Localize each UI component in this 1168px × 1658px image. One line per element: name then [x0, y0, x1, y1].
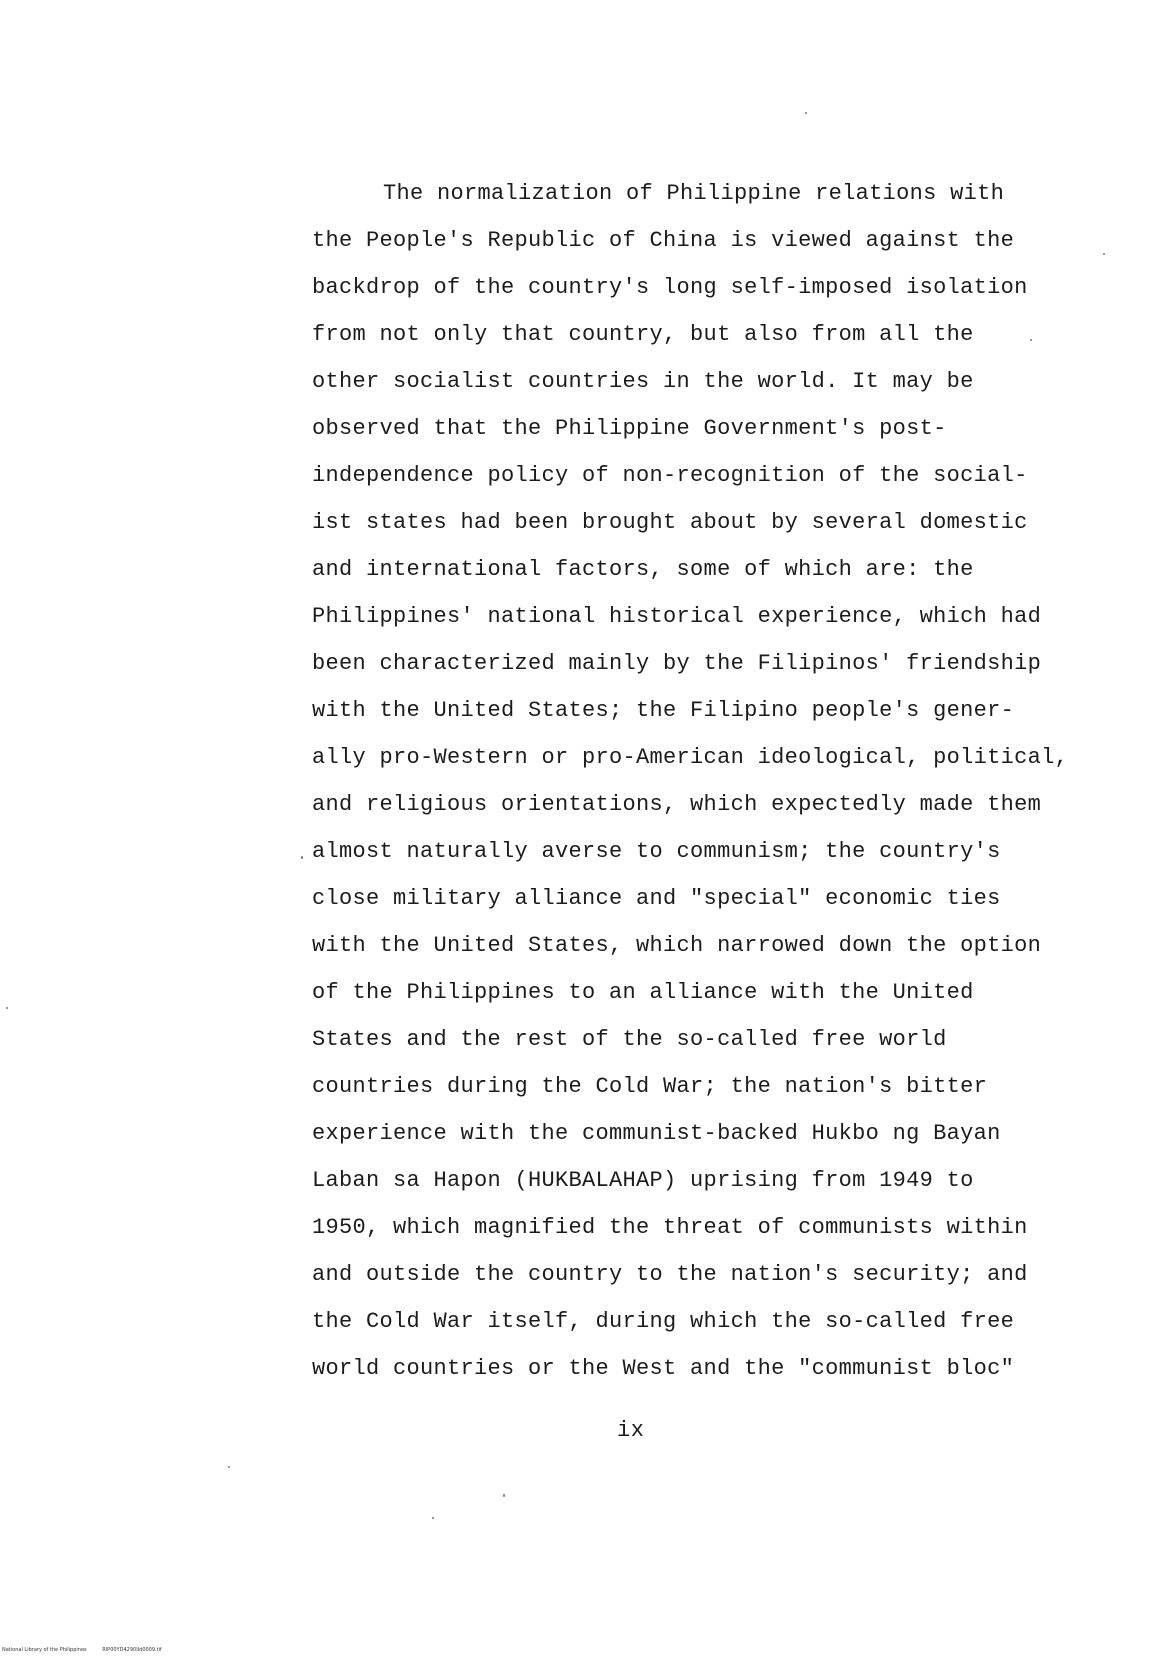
paragraph-line: States and the rest of the so-called free world — [312, 1027, 947, 1052]
paragraph-line: other socialist countries in the world. It may be — [312, 369, 974, 394]
paragraph-line: close military alliance and "special" economic ties — [312, 886, 1001, 911]
paragraph-line: The normalization of Philippine relations with — [383, 181, 1005, 206]
paragraph-line: backdrop of the country's long self-imposed isolation — [312, 275, 1028, 300]
paragraph-line: from not only that country, but also from all the — [312, 322, 974, 347]
scan-speck — [1030, 339, 1032, 341]
scan-speck — [503, 1494, 505, 1497]
paragraph-line: the Cold War itself, during which the so-called free — [312, 1309, 1015, 1334]
scan-speck — [432, 1517, 434, 1519]
paragraph-line: experience with the communist-backed Hukbo ng Bayan — [312, 1121, 1001, 1146]
paragraph-line: been characterized mainly by the Filipinos' friendship — [312, 651, 1042, 676]
paragraph-line: independence policy of non-recognition of the social- — [312, 463, 1028, 488]
paragraph-line: Philippines' national historical experience, which had — [312, 604, 1042, 629]
paragraph-line: ist states had been brought about by several domestic — [312, 510, 1028, 535]
paragraph-line: and religious orientations, which expectedly made them — [312, 792, 1042, 817]
paragraph-line: world countries or the West and the "communist bloc" — [312, 1356, 1015, 1381]
scan-speck — [6, 1007, 8, 1009]
paragraph-line: observed that the Philippine Government's post- — [312, 416, 947, 441]
paragraph-line: ally pro-Western or pro-American ideological, political, — [312, 745, 1069, 770]
scan-speck — [1103, 253, 1105, 255]
paragraph-line: 1950, which magnified the threat of communists within — [312, 1215, 1028, 1240]
paragraph-line: and international factors, some of which are: the — [312, 557, 974, 582]
scan-footer — [2, 1646, 176, 1654]
body-paragraph — [312, 170, 1112, 1392]
scan-speck — [301, 856, 303, 859]
paragraph-line: and outside the country to the nation's security; and — [312, 1262, 1028, 1287]
scan-speck — [805, 112, 807, 114]
paragraph-line: of the Philippines to an alliance with the United — [312, 980, 974, 1005]
paragraph-line: with the United States, which narrowed down the option — [312, 933, 1042, 958]
paragraph-line: the People's Republic of China is viewed against the — [312, 228, 1015, 253]
paragraph-line: Laban sa Hapon (HUKBALAHAP) uprising from 1949 to — [312, 1168, 974, 1193]
footer-source: National Library of the Philippines — [2, 1647, 87, 1653]
page-number: ix — [617, 1418, 645, 1443]
paragraph-line: with the United States; the Filipino people's gener- — [312, 698, 1015, 723]
paragraph-line: countries during the Cold War; the nation's bitter — [312, 1074, 988, 1099]
paragraph-line: almost naturally averse to communism; the country's — [312, 839, 1001, 864]
footer-file-name: RIP00YD4290IId0009.tif — [102, 1647, 162, 1653]
scan-speck — [228, 1466, 230, 1468]
